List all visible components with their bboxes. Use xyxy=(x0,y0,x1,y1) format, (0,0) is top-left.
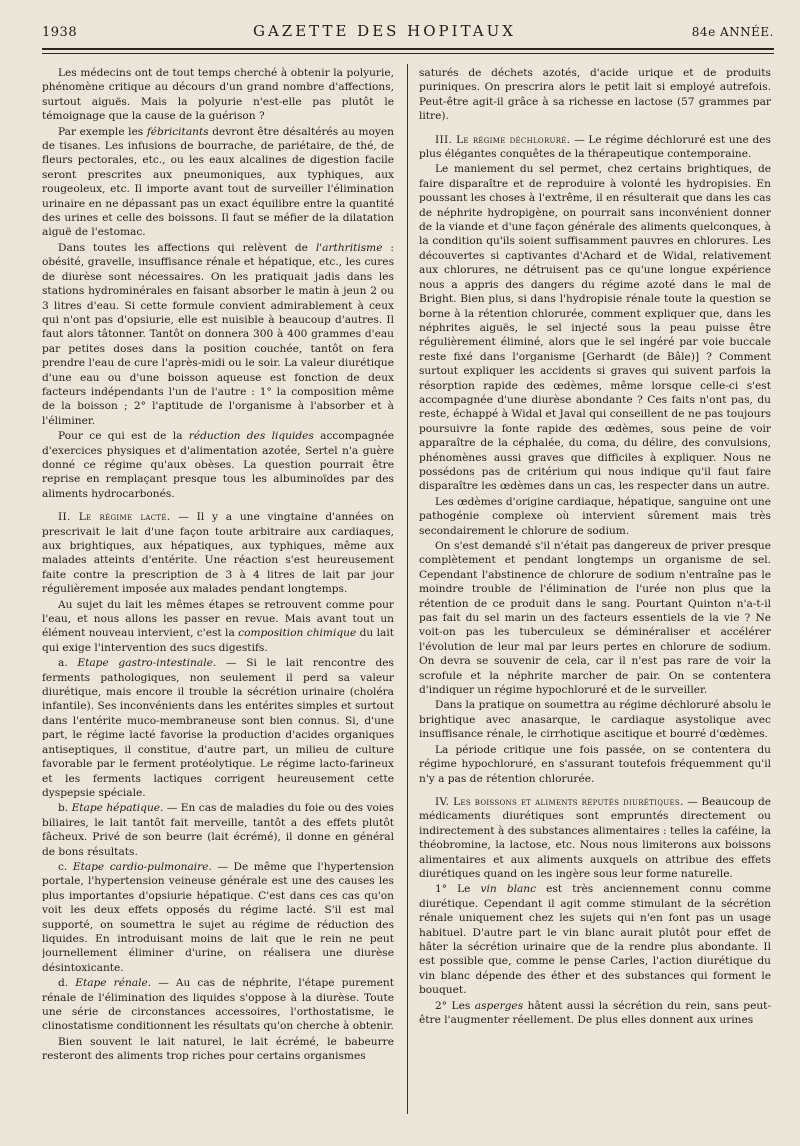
paragraph: La période critique une fois passée, on se contentera du régime hypochloruré, en s'assurant toutefois fréquemment qu'il n'y a pas de rétention chlorurée. xyxy=(419,743,771,785)
paragraph: Dans la pratique on soumettra au régime déchloruré absolu le brightique avec anasarque, le cardiaque asystolique avec insuffisance rénale, le cirrhotique ascitique et bourré d'œdèmes. xyxy=(419,699,771,741)
paragraph: Dans toutes les affections qui relèvent de l'arthritisme : obésité, gravelle, insuffisance rénale et hépatique, etc., les cures de diurèse sont nécessaires. On les pratiquait jadis dans les stations hydrominérales en faisant absorber le matin à jeun 2 ou 3 litres d'eau. Si cette formule convient admirablement à ceux qui n'ont pas d'opsiurie, elle est nuisible à beaucoup d'autres. Il faut alors tâtonner. Tantôt on donnera 300 à 400 grammes d'eau par petites doses dans la position couchée, tantôt on fera prendre l'eau de cure l'après-midi ou le soir. La valeur diurétique d'une eau ou d'une boisson aqueuse est fonction de deux facteurs indépendants l'un de l'autre : 1° la composition même de la boisson ; 2° l'aptitude de l'organisme à l'absorber et à l'éliminer. xyxy=(42,241,394,427)
paragraph: Le maniement du sel permet, chez certains brightiques, de faire disparaître et de reproduire à volonté les hydropisies. En poussant les choses à l'extrême, il en résulterait que dans les cas de néphrite hydropigène, on pourrait sans inconvénient donner de la viande et d'une façon générale des aliments quelconques, à la condition qu'ils soient suffisamment pauvres en chlorures. Les découvertes si captivantes d'Achard et de Widal, relativement aux chlorures, ne détruisent pas ce qu'une longue expérience nous a appris des dangers du régime azoté dans le mal de Bright. Bien plus, si dans l'hydropisie rénale toute la question se borne à la rétention chlorurée, comment expliquer que, dans les néphrites aiguës, le sel injecté sous la peau puisse être régulièrement éliminé, alors que le sel ingéré par voie buccale reste fixé dans l'organisme [Gerhardt (de Bâle)] ? Comment surtout expliquer les accidents si graves qui suivent parfois la résorption rapide des œdèmes, même lorsque celle-ci s'est accompagnée d'une diurèse abondante ? Ces faits n'ont pas, du reste, échappé à Widal et Javal qui conseillent de ne pas toujours poursuivre la fonte rapide des œdèmes, sous peine de voir apparaître de la céphalée, du coma, du délire, des convulsions, phénomènes aussi graves que difficiles à expliquer. Nous ne possédons pas de critérium qui nous indique qu'il faut faire disparaître les œdèmes dans un cas, les respecter dans un autre. xyxy=(419,163,771,493)
paragraph: saturés de déchets azotés, d'acide urique et de produits puriniques. On prescrira alors le petit lait si employé autrefois. Peut-être agit-il grâce à sa richesse en lactose (57 grammes par litre). xyxy=(419,67,771,123)
subsection-b: b. Etape hépatique. — En cas de maladies du foie ou des voies biliaires, le lait tantôt fait merveille, tantôt a des effets plutôt fâcheux. Privé de son beurre (lait écrémé), il donne en général de bons résultats. xyxy=(42,802,394,858)
volume-year: 84e ANNÉE. xyxy=(691,25,774,39)
paragraph: Pour ce qui est de la réduction des liquides accompagnée d'exercices physiques et d'alimentation azotée, Sertel n'a guère donné ce régime qu'aux obèses. La question pourrait être reprise en remplaçant presque tous les albuminoïdes par des aliments hydrocarbonés. xyxy=(42,430,394,500)
paragraph: 2° Les asperges hâtent aussi la sécrétion du rein, sans peut-être l'augmenter réellement. De plus elles donnent aux urines xyxy=(419,999,771,1026)
right-column xyxy=(419,66,771,1138)
page-header xyxy=(42,22,774,48)
paragraph: Au sujet du lait les mêmes étapes se retrouvent comme pour l'eau, et nous allons les passer en revue. Mais avant tout un élément nouveau intervient, c'est la composition chimique du lait qui exige l'intervention des sucs digestifs. xyxy=(42,598,394,654)
paragraph: 1° Le vin blanc est très anciennement connu comme diurétique. Cependant il agit comme stimulant de la sécrétion rénale uniquement chez les sujets qui n'en font pas un usage habituel. D'autre part le vin blanc aurait plutôt pour effet de hâter la sécrétion urinaire que de la rendre plus abondante. Il est possible que, comme le pense Carles, l'action diurétique du vin blanc dépende des éther et des substances qui forment le bouquet. xyxy=(419,883,771,997)
paragraph: On s'est demandé s'il n'était pas dangereux de priver presque complètement et pendant longtemps un organisme de sel. Cependant l'abstinence de chlorure de sodium n'entraîne pas le moindre trouble de l'élimination de l'urée non plus que la rétention de ce produit dans le sang. Pourtant Quinton n'a-t-il pas fait du sel marin un des facteurs essentiels de la vie ? Ne voit-on pas les tuberculeux se déminéraliser et accélérer l'évolution de leur mal par leurs pertes en chlorure de sodium. On devra se souvenir de cela, car il n'est pas rare de voir la scrofule et la néphrite marcher de pair. On se contentera d'indiquer un régime hypochloruré et de le surveiller. xyxy=(419,540,771,697)
paragraph: Par exemple les fébricitants devront être désaltérés au moyen de tisanes. Les infusions de bourrache, de pariétaire, de thé, de fleurs pectorales, etc., ou les eaux alcalines de digestion facile seront prescrites aux pneumoniques, aux typhiques, aux rougeoleux, etc. Il importe avant tout de surveiller l'élimination urinaire en ne dépassant pas un exact équilibre entre la quantité des urines et celle des boissons. Il faut se méfier de la dilatation aiguë de l'estomac. xyxy=(42,125,394,239)
column-divider xyxy=(407,64,408,1114)
section-heading-diuretiques: IV. Les boissons et aliments réputés diurétiques. — Beaucoup de médicaments diurétiques sont empruntés directement ou indirectement à des substances alimentaires : telles la caféine, la théobromine, la lactose, etc. Nous nous limiterons aux boissons alimentaires et aux aliments auxquels on attribue des effets diurétiques quand on les ingère sous leur forme naturelle. xyxy=(419,795,771,880)
paragraph: Bien souvent le lait naturel, le lait écrémé, le babeurre resteront des aliments trop riches pour certains organismes xyxy=(42,1035,394,1063)
paragraph: Les œdèmes d'origine cardiaque, hépatique, sanguine ont une pathogénie complexe où intervient sûrement mais très secondairement le chlorure de sodium. xyxy=(419,495,771,537)
paragraph: Les médecins ont de tout temps cherché à obtenir la polyurie, phénomène critique au décours d'un grand nombre d'affections, surtout aiguës. Mais la polyurie n'est-elle pas plutôt le témoignage que la cause de la guérison ? xyxy=(42,67,394,123)
subsection-c: c. Etape cardio-pulmonaire. — De même que l'hypertension portale, l'hypertension veineuse générale est une des causes les plus importantes d'opsiurie hépatique. C'est dans ces cas qu'on voit les deux effets opposés du régime lacté. S'il est mal supporté, on soumettra le sujet au régime de réduction des liquides. En introduisant moins de lait que le rein ne peut journellement éliminer d'urine, on réalisera une diurèse désintoxicante. xyxy=(42,860,394,974)
section-heading-dechlorure: III. Le régime déchloruré. — Le régime déchloruré est une des plus élégantes conquêtes de la thérapeutique contemporaine. xyxy=(419,133,771,161)
left-column xyxy=(42,66,394,1138)
header-rule xyxy=(42,48,774,50)
section-heading-lacte: II. Le régime lacté. — Il y a une vingtaine d'années on prescrivait le lait d'une façon toute arbitraire aux cardiaques, aux brightiques, aux hépatiques, aux typhiques, même aux malades atteints d'entérite. Une réaction s'est heureusement faite contre la prescription de 3 à 4 litres de lait par jour régulièrement imposée aux malades pendant longtemps. xyxy=(42,511,394,596)
subsection-a: a. Etape gastro-intestinale. — Si le lait rencontre des ferments pathologiques, non seulement il perd sa valeur diurétique, mais encore il trouble la sécrétion urinaire (choléra infantile). Ses inconvénients dans les entérites simples et surtout dans l'entérite muco-membraneuse sont bien connus. Si, d'une part, le régime lacté favorise la production d'acides organiques antiseptiques, il constitue, d'autre part, un milieu de culture favorable par le ferment protéolytique. Le régime lacto-farineux et les ferments lactiques corrigent heureusement cette dyspepsie spéciale. xyxy=(42,657,394,799)
journal-title: GAZETTE DES HOPITAUX xyxy=(252,22,516,40)
header-rule-thin xyxy=(42,53,774,54)
page-number: 1938 xyxy=(42,25,78,40)
subsection-d: d. Etape rénale. — Au cas de néphrite, l'étape purement rénale de l'élimination des liquides s'oppose à la diurèse. Toute une série de circonstances accessoires, l'orthostatisme, le clinostatisme conditionnent les résultats qu'on cherche à obtenir. xyxy=(42,977,394,1033)
